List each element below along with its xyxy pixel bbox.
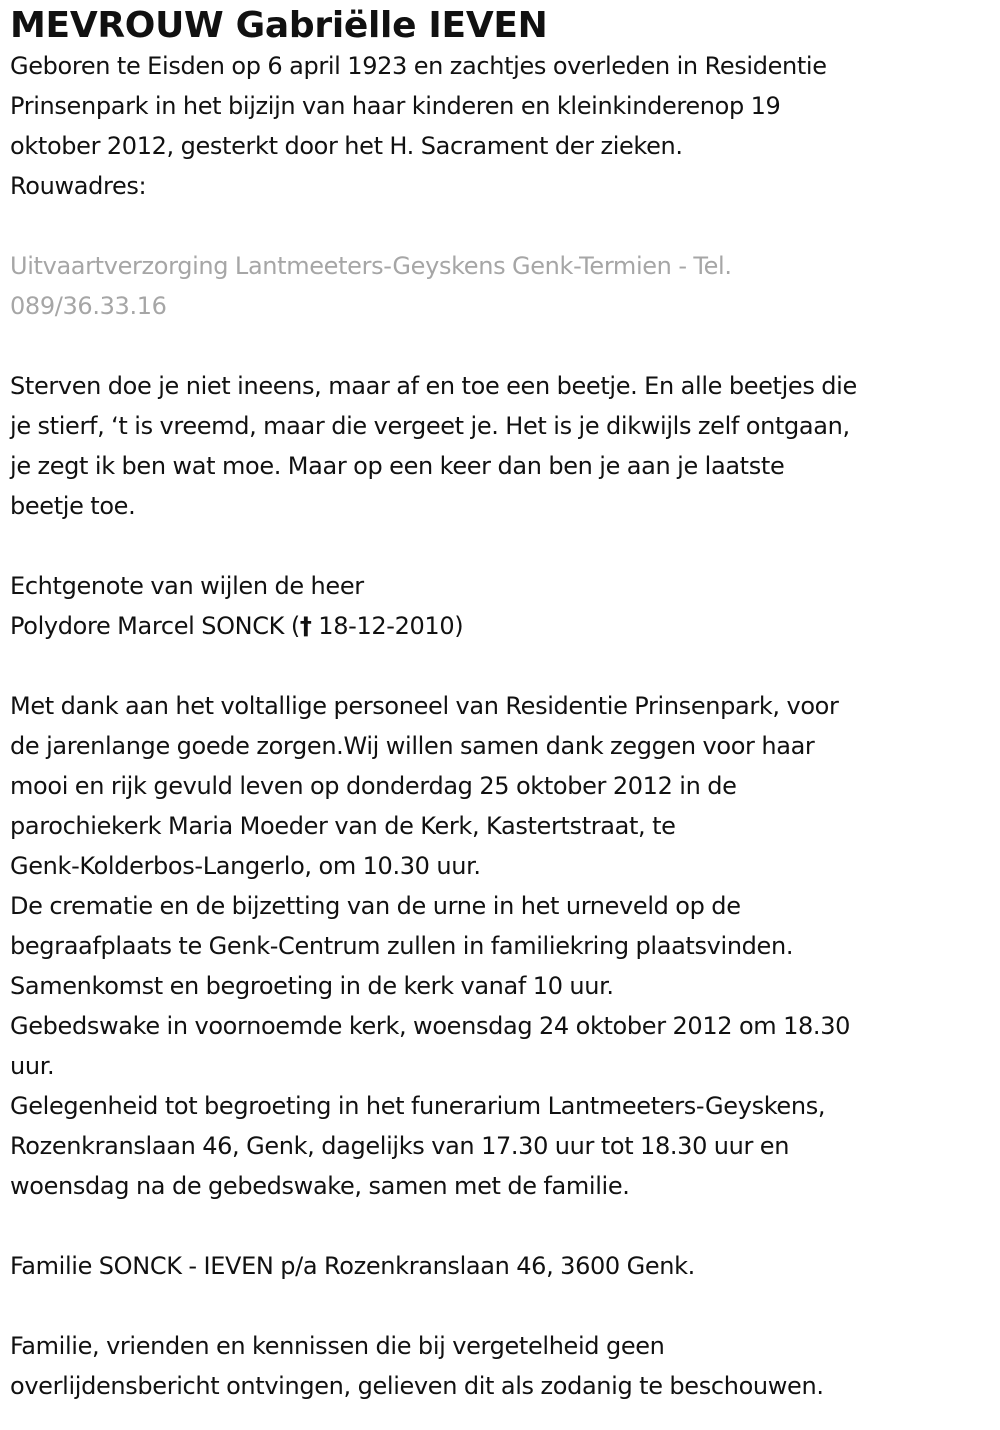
arrangements-line-8: Samenkomst en begroeting in de kerk vanaf 10 uur. xyxy=(10,972,614,1000)
birth-line-1: Geboren te Eisden op 6 april 1923 en zachtjes overleden in Residentie xyxy=(10,52,827,80)
cross-icon: † xyxy=(299,612,312,640)
arrangements-line-3: mooi en rijk gevuld leven op donderdag 25 oktober 2012 in de xyxy=(10,772,737,800)
spacer xyxy=(10,326,995,366)
arrangements-line-2: de jarenlange goede zorgen.Wij willen samen dank zeggen voor haar xyxy=(10,732,815,760)
spacer xyxy=(10,1286,995,1326)
spouse-name: Polydore Marcel SONCK ( xyxy=(10,612,300,640)
arrangements-line-7: begraafplaats te Genk-Centrum zullen in familiekring plaatsvinden. xyxy=(10,932,794,960)
spouse-line xyxy=(10,606,995,646)
arrangements-line-10: uur. xyxy=(10,1052,55,1080)
poem-line-2: je stierf, ‘t is vreemd, maar die vergeet je. Het is je dikwijls zelf ontgaan, xyxy=(10,412,850,440)
arrangements-line-11: Gelegenheid tot begroeting in het funerarium Lantmeeters-Geyskens, xyxy=(10,1092,826,1120)
deceased-name-title: MEVROUW Gabriëlle IEVEN xyxy=(10,5,548,46)
spacer xyxy=(10,1206,995,1246)
birth-line-3: oktober 2012, gesterkt door het H. Sacrament der zieken. xyxy=(10,132,683,160)
arrangements-line-6: De crematie en de bijzetting van de urne in het urneveld op de xyxy=(10,892,741,920)
poem-line-1: Sterven doe je niet ineens, maar af en toe een beetje. En alle beetjes die xyxy=(10,372,857,400)
spacer xyxy=(10,206,995,246)
undertaker-line-1: Uitvaartverzorging Lantmeeters-Geyskens Genk-Termien - Tel. xyxy=(10,252,732,280)
address-label: Rouwadres: xyxy=(10,172,147,200)
spouse-intro: Echtgenote van wijlen de heer xyxy=(10,572,364,600)
birth-paragraph xyxy=(10,46,995,206)
spouse-paragraph xyxy=(10,566,995,646)
arrangements-line-4: parochiekerk Maria Moeder van de Kerk, Kastertstraat, te xyxy=(10,812,676,840)
poem-paragraph xyxy=(10,366,995,526)
arrangements-paragraph xyxy=(10,686,995,1206)
arrangements-line-9: Gebedswake in voornoemde kerk, woensdag 24 oktober 2012 om 18.30 xyxy=(10,1012,851,1040)
arrangements-line-5: Genk-Kolderbos-Langerlo, om 10.30 uur. xyxy=(10,852,481,880)
obituary-body xyxy=(10,46,995,1406)
arrangements-line-12: Rozenkranslaan 46, Genk, dagelijks van 17.30 uur tot 18.30 uur en xyxy=(10,1132,790,1160)
poem-line-3: je zegt ik ben wat moe. Maar op een keer dan ben je aan je laatste xyxy=(10,452,785,480)
spacer xyxy=(10,646,995,686)
closing-paragraph xyxy=(10,1326,995,1406)
poem-line-4: beetje toe. xyxy=(10,492,136,520)
spouse-death-date: 18-12-2010) xyxy=(311,612,464,640)
spacer xyxy=(10,526,995,566)
arrangements-line-1: Met dank aan het voltallige personeel van Residentie Prinsenpark, voor xyxy=(10,692,839,720)
undertaker-line-2: 089/36.33.16 xyxy=(10,292,167,320)
birth-line-2: Prinsenpark in het bijzijn van haar kinderen en kleinkinderenop 19 xyxy=(10,92,781,120)
arrangements-line-13: woensdag na de gebedswake, samen met de familie. xyxy=(10,1172,630,1200)
undertaker-paragraph xyxy=(10,246,995,326)
closing-line-1: Familie, vrienden en kennissen die bij vergetelheid geen xyxy=(10,1332,665,1360)
family-address: Familie SONCK - IEVEN p/a Rozenkranslaan 46, 3600 Genk. xyxy=(10,1252,695,1280)
closing-line-2: overlijdensbericht ontvingen, gelieven dit als zodanig te beschouwen. xyxy=(10,1372,824,1400)
